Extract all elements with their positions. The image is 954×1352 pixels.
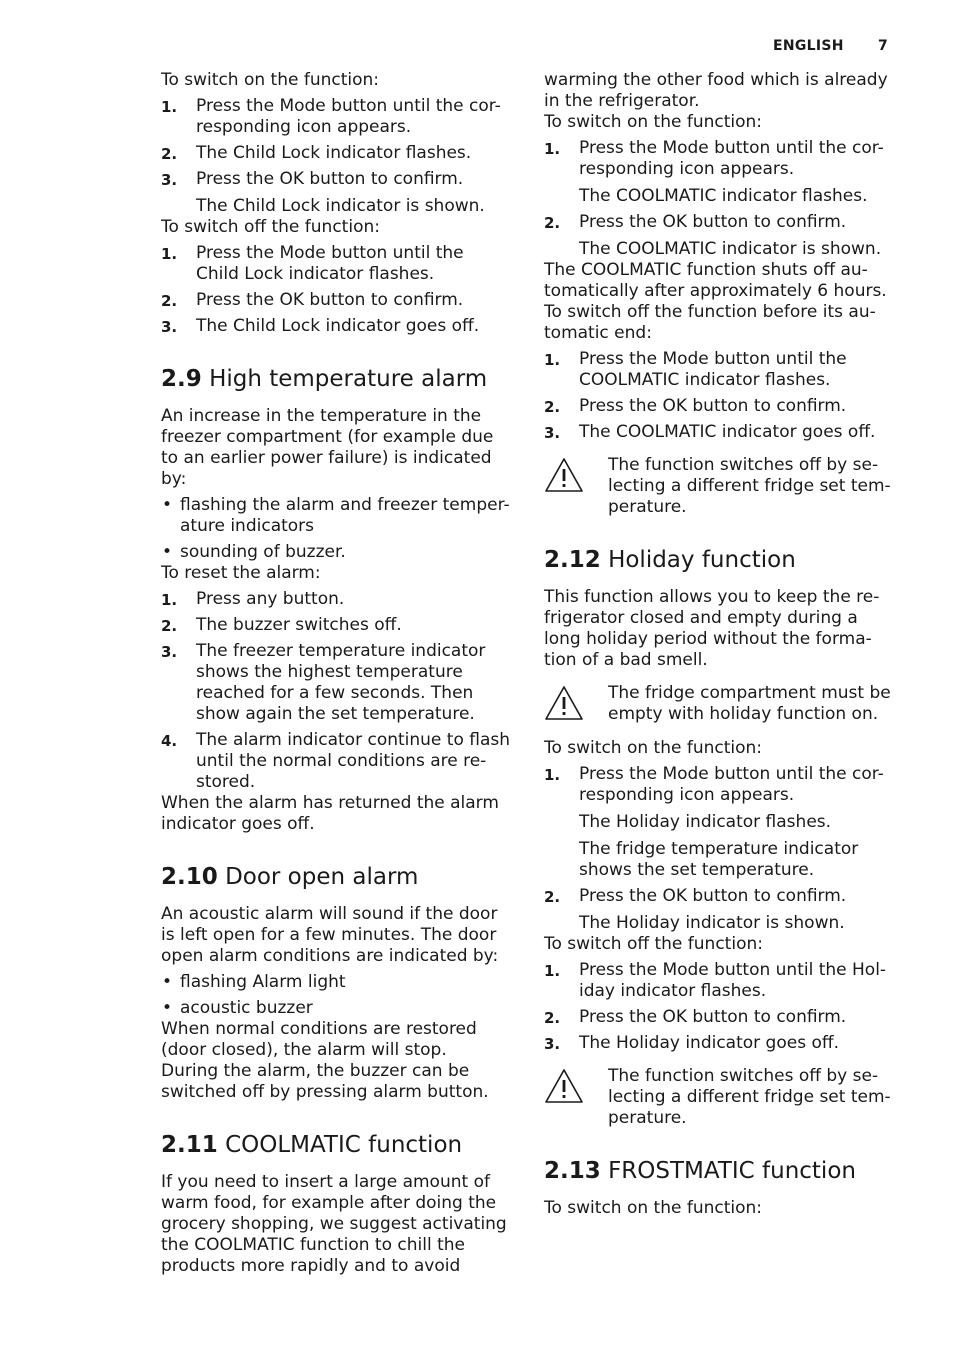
step-number: 1. [544,140,561,158]
section-number: 2.11 [161,1132,218,1158]
step-number: 1. [544,351,561,369]
coolmatic-off-steps [544,349,896,443]
list-item [161,589,511,610]
warning-text: The fridge compartment must be empty with holiday function on. [608,683,891,724]
step-note: The fridge temperature indicator shows the set temperature. [579,839,859,880]
step-number: 1. [161,591,178,609]
list-item [161,96,511,138]
coolmatic-auto-off: The COOLMATIC function shuts off au-tomatically after approximately 6 hours. [544,260,887,301]
section-title: Holiday function [608,547,796,573]
language-label: ENGLISH [773,38,844,54]
list-item [161,143,511,164]
section-heading-coolmatic [161,1131,511,1159]
step-note: The Holiday indicator flashes. [579,812,832,832]
step-number: 3. [161,318,178,336]
step-text: The alarm indicator continue to flash until the normal conditions are re-stored. [196,730,511,792]
door-open-after-1: When normal conditions are restored (door closed), the alarm will stop. [161,1019,477,1060]
list-item [161,169,511,217]
step-number: 2. [544,214,561,232]
bullet-text: flashing the alarm and freezer temper-ature indicators [180,495,510,536]
holiday-paragraph: This function allows you to keep the re-frigerator closed and empty during a long holiday period without the forma-tion of a bad smell. [544,587,880,670]
step-note: The Child Lock indicator is shown. [196,196,485,216]
list-item [544,1007,896,1028]
child-lock-off-intro: To switch off the function: [161,217,380,237]
section-title: Door open alarm [225,864,419,890]
child-lock-off-steps [161,243,511,337]
list-item [161,730,511,793]
step-text: Press the Mode button until the COOLMATIC indicator flashes. [579,349,847,390]
door-open-after-2: During the alarm, the buzzer can be switched off by pressing alarm button. [161,1061,489,1102]
holiday-warning-1 [544,683,896,725]
step-text: Press the Mode button until the cor-responding icon appears. [196,96,501,137]
holiday-off-intro: To switch off the function: [544,934,763,954]
step-note: The Holiday indicator is shown. [579,913,845,933]
section-heading-frostmatic [544,1157,896,1185]
step-text: Press the OK button to confirm. [579,1007,847,1027]
warning-triangle-icon [544,685,584,721]
step-note: The COOLMATIC indicator flashes. [579,186,868,206]
step-text: The buzzer switches off. [196,615,402,635]
list-item [544,960,896,1002]
list-item [161,615,511,636]
list-item [544,212,896,260]
bullet-icon: • [162,972,173,992]
step-number: 4. [161,732,178,750]
section-number: 2.12 [544,547,601,573]
holiday-on-intro: To switch on the function: [544,738,763,758]
section-number: 2.10 [161,864,218,890]
step-number: 3. [544,424,561,442]
frostmatic-on-intro: To switch on the function: [544,1198,763,1218]
coolmatic-on-intro: To switch on the function: [544,112,763,132]
reset-steps [161,589,511,793]
warning-text: The function switches off by se-lecting a different fridge set tem-perature. [608,455,891,517]
step-number: 2. [161,292,178,310]
section-heading-door-open [161,863,511,891]
holiday-warning-2 [544,1066,896,1129]
page-number: 7 [878,38,888,54]
step-number: 2. [544,398,561,416]
section-heading-holiday [544,546,896,574]
step-text: Press the OK button to confirm. [196,290,464,310]
list-item [544,886,896,934]
coolmatic-off-intro: To switch off the function before its au-tomatic end: [544,302,876,343]
step-text: The COOLMATIC indicator goes off. [579,422,876,442]
right-column [544,70,896,1219]
section-number: 2.13 [544,1158,601,1184]
step-number: 3. [544,1035,561,1053]
high-temp-paragraph: An increase in the temperature in the freezer compartment (for example due to an earlier power failure) is indicated by: [161,406,494,489]
step-number: 3. [161,171,178,189]
list-item [544,396,896,417]
holiday-off-steps [544,960,896,1054]
bullet-text: flashing Alarm light [180,972,346,992]
list-item [544,349,896,391]
bullet-icon: • [162,998,173,1018]
list-item [544,1033,896,1054]
coolmatic-continued: warming the other food which is already in the refrigerator. [544,70,888,111]
list-item [544,138,896,207]
warning-triangle-icon [544,457,584,493]
bullet-icon: • [162,542,173,562]
child-lock-on-steps [161,96,511,217]
step-text: Press the Mode button until the cor-responding icon appears. [579,138,884,179]
step-text: Press the Mode button until the Child Lock indicator flashes. [196,243,464,284]
step-text: Press the Mode button until the Hol-iday indicator flashes. [579,960,887,1001]
step-number: 1. [161,98,178,116]
list-item [161,316,511,337]
step-number: 1. [161,245,178,263]
list-item [161,641,511,725]
step-text: Press the OK button to confirm. [579,212,847,232]
list-item [161,495,511,537]
bullet-text: sounding of buzzer. [180,542,346,562]
step-number: 3. [161,643,178,661]
step-number: 2. [544,1009,561,1027]
child-lock-on-intro: To switch on the function: [161,70,380,90]
list-item [544,422,896,443]
reset-intro: To reset the alarm: [161,563,321,583]
warning-triangle-icon [544,1068,584,1104]
list-item [161,972,511,993]
step-text: Press the OK button to confirm. [579,396,847,416]
step-text: Press the OK button to confirm. [196,169,464,189]
step-text: The freezer temperature indicator shows the highest temperature reached for a few seconds. Then show again the set temperature. [196,641,486,724]
list-item [544,764,896,881]
step-number: 1. [544,766,561,784]
step-number: 2. [544,888,561,906]
step-text: Press the Mode button until the cor-responding icon appears. [579,764,884,805]
high-temp-bullets [161,495,511,563]
step-text: Press the OK button to confirm. [579,886,847,906]
left-column [161,70,511,1277]
section-heading-high-temp [161,365,511,393]
section-title: COOLMATIC function [225,1132,463,1158]
section-number: 2.9 [161,366,202,392]
door-open-paragraph: An acoustic alarm will sound if the door is left open for a few minutes. The door open alarm conditions are indicated by: [161,904,499,966]
section-title: FROSTMATIC function [608,1158,856,1184]
warning-text: The function switches off by se-lecting a different fridge set tem-perature. [608,1066,891,1128]
step-text: The Holiday indicator goes off. [579,1033,839,1053]
door-open-bullets [161,972,511,1019]
page-header [0,38,954,60]
list-item [161,998,511,1019]
bullet-text: acoustic buzzer [180,998,313,1018]
list-item [161,290,511,311]
holiday-on-steps [544,764,896,934]
step-number: 2. [161,145,178,163]
step-number: 1. [544,962,561,980]
list-item [161,542,511,563]
step-text: The Child Lock indicator flashes. [196,143,472,163]
step-text: Press any button. [196,589,345,609]
high-temp-after: When the alarm has returned the alarm indicator goes off. [161,793,499,834]
list-item [161,243,511,285]
bullet-icon: • [162,495,173,515]
section-title: High temperature alarm [209,366,488,392]
coolmatic-on-steps [544,138,896,260]
step-text: The Child Lock indicator goes off. [196,316,480,336]
step-note: The COOLMATIC indicator is shown. [579,239,882,259]
coolmatic-warning [544,455,896,518]
coolmatic-paragraph: If you need to insert a large amount of warm food, for example after doing the grocery shopping, we suggest activating the COOLMATIC function to chill the products more rapidly and to avoid [161,1172,507,1276]
step-number: 2. [161,617,178,635]
